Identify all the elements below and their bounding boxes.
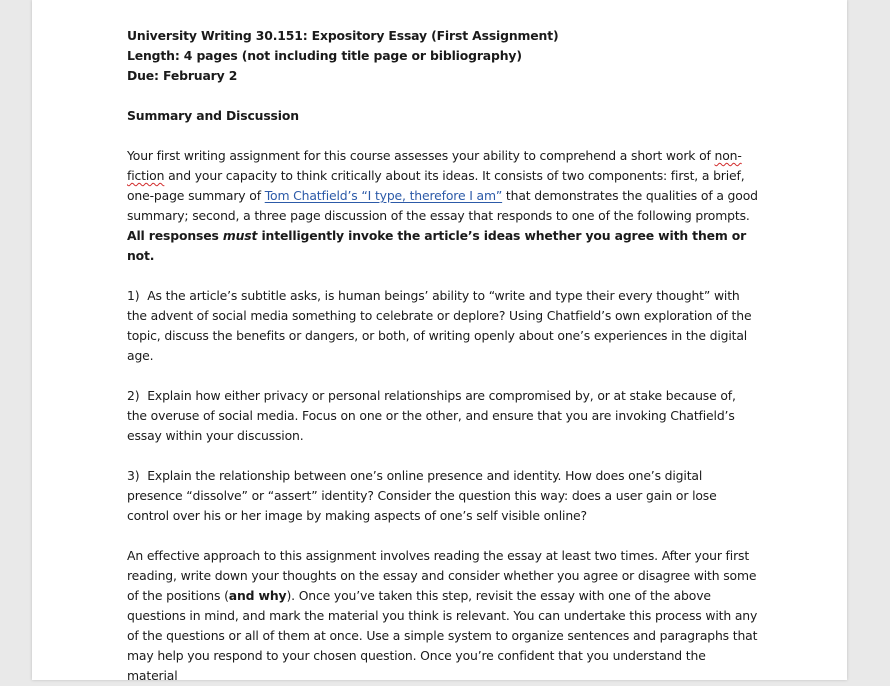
approach-text: An effective approach to this assignment involves reading the essay at least two times. After your first reading, write down your thoughts on the essay and consider whether you agree or disagree with some of the positions ( <box>127 548 757 603</box>
blank-line <box>127 446 759 466</box>
prompt-item-1 <box>127 286 759 366</box>
blank-line <box>127 366 759 386</box>
prompt-number: 1) <box>127 288 140 303</box>
blank-line <box>127 126 759 146</box>
intro-text: and your capacity to think critically about its ideas. It consists of two components: first, a brief, one-page summary of <box>127 168 745 203</box>
prompt-text: Explain the relationship between one’s online presence and identity. How does one’s digital presence “dissolve” or “assert” identity? Consider the question this way: does a user gain or lose control over his or her image by making aspects of one’s self visible online? <box>127 468 717 523</box>
approach-paragraph <box>127 546 759 686</box>
article-link[interactable]: Tom Chatfield’s “I type, therefore I am” <box>264 188 503 203</box>
blank-line <box>127 86 759 106</box>
prompt-item-3 <box>127 466 759 526</box>
intro-text: that demonstrates the qualities of a good summary; second, a three page discussion of the essay that responds to one of the following prompts. <box>127 188 758 223</box>
emphasis-text: All responses <box>127 228 223 243</box>
prompt-text: Explain how either privacy or personal relationships are compromised by, or at stake because of, the overuse of social media. Focus on one or the other, and ensure that you are invoking Chatfield’s essay within your discussion. <box>127 388 736 443</box>
due-date: Due: February 2 <box>127 68 238 83</box>
blank-line <box>127 266 759 286</box>
misspelled-word[interactable]: non-fiction <box>127 148 742 183</box>
length-requirement: Length: 4 pages (not including title page or bibliography) <box>127 48 522 63</box>
document-page[interactable] <box>32 0 847 683</box>
prompt-text: As the article’s subtitle asks, is human beings’ ability to “write and type their every thought” with the advent of social media something to celebrate or deplore? Using Chatfield’s own exploration of the topic, discuss the benefits or dangers, or both, of writing openly about one’s experiences in the digital age. <box>127 288 752 363</box>
emphasis-text: and why <box>228 588 287 603</box>
blank-line <box>127 526 759 546</box>
section-heading: Summary and Discussion <box>127 108 299 123</box>
course-title: University Writing 30.151: Expository Essay (First Assignment) <box>127 28 559 43</box>
approach-text: ). Once you’ve taken this step, revisit the essay with one of the above questions in mind, and mark the material you think is relevant. You can undertake this process with any of the questions or all of them at once. Use a simple system to organize sentences and paragraphs that may help you respond to your chosen question. Once you’re confident that you understand the material <box>127 588 758 683</box>
intro-paragraph <box>127 146 759 266</box>
intro-text: Your first writing assignment for this course assesses your ability to comprehend a short work of <box>127 148 715 163</box>
prompt-number: 2) <box>127 388 140 403</box>
emphasis-italic-text: must <box>222 228 258 243</box>
emphasis-text: intelligently invoke the article’s ideas whether you agree with them or not. <box>127 228 747 263</box>
prompt-item-2 <box>127 386 759 446</box>
document-body[interactable] <box>127 26 759 686</box>
prompt-number: 3) <box>127 468 140 483</box>
